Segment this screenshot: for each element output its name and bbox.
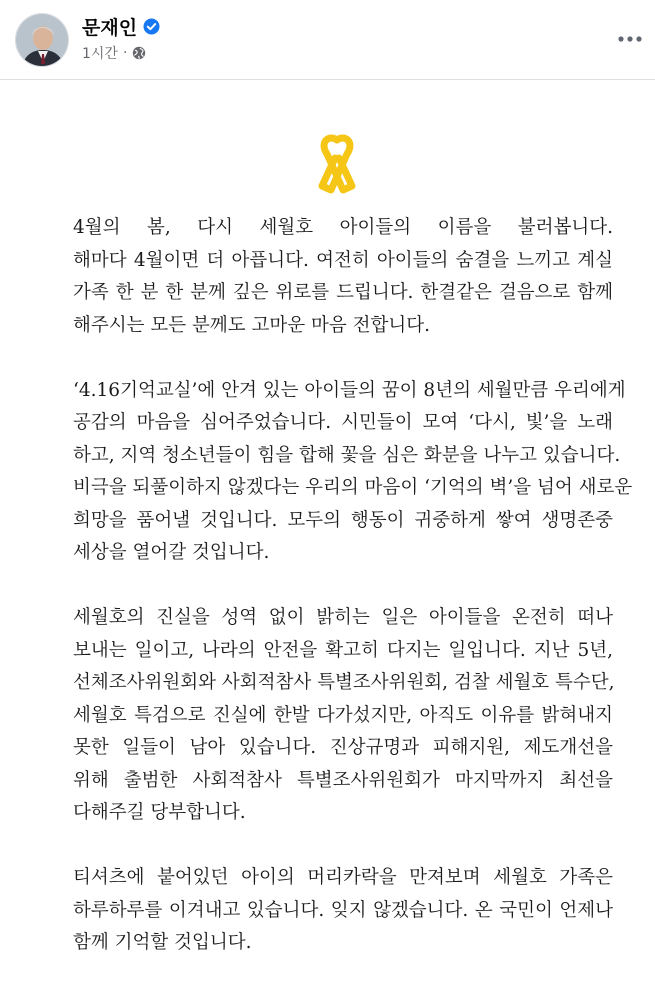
post-timestamp[interactable]: 1시간 [82, 46, 118, 62]
text-line: 못한 일들이 남아 있습니다. 진상규명과 피해지원, 제도개선을 [73, 737, 613, 758]
text-line: 세월호 특검으로 진실에 한발 다가섰지만, 아직도 이유를 밝혀내지 [73, 704, 613, 726]
text-line: 위해 출범한 사회적참사 특별조사위원회가 마지막까지 최선을 [73, 769, 613, 791]
text-line: 하루하루를 이겨내고 있습니다. 잊지 않겠습니다. 온 국민이 언제나 [73, 899, 613, 921]
text-line: 세월호의 진실을 성역 없이 밝히는 일은 아이들을 온전히 떠나 [73, 607, 613, 628]
paragraph [73, 375, 633, 570]
text-line: 가족 한 분 한 분께 깊은 위로를 드립니다. 한결같은 걸음으로 함께 [73, 282, 613, 303]
verified-badge-icon [143, 18, 160, 35]
post-header [0, 0, 655, 80]
text-line: 함께 기억할 것입니다. [73, 932, 252, 953]
text-line: 비극을 되풀이하지 않겠다는 우리의 마음이 ‘기억의 벽’을 넘어 새로운 [73, 477, 633, 498]
post-body [73, 212, 633, 992]
text-line: 선체조사위원회와 사회적참사 특별조사위원회, 검찰 세월호 특수단, [73, 672, 615, 693]
text-line: ‘4.16기억교실’에 안겨 있는 아이들의 꿈이 8년의 세월만큼 우리에게 [73, 379, 626, 401]
text-line: 세상을 열어갈 것입니다. [73, 542, 270, 563]
avatar-portrait [16, 14, 69, 67]
paragraph [73, 862, 613, 960]
text-line: 보내는 일이고, 나라의 안전을 확고히 다지는 일입니다. 지난 5년, [73, 639, 613, 661]
text-line: 공감의 마음을 심어주었습니다. 시민들이 모여 ‘다시, 빛’을 노래 [73, 412, 613, 433]
text-line: 희망을 품어낼 것입니다. 모두의 행동이 귀중하게 쌓여 생명존중 [73, 509, 613, 531]
more-horizontal-icon [618, 36, 642, 42]
text-line: 하고, 지역 청소년들이 힘을 합해 꽃을 심은 화분을 나누고 있습니다. [73, 444, 621, 466]
meta-separator: · [122, 45, 128, 61]
author-avatar[interactable] [15, 13, 69, 67]
more-options-button[interactable] [615, 24, 645, 54]
post-meta [82, 42, 146, 64]
text-line: 해주시는 모든 분께도 고마운 마음 전합니다. [73, 314, 430, 336]
text-line: 4월의 봄, 다시 세월호 아이들의 이름을 불러봅니다. [73, 217, 613, 238]
paragraph [73, 602, 613, 830]
text-line: 티셔츠에 붙어있던 아이의 머리카락을 만져보며 세월호 가족은 [73, 867, 613, 888]
globe-icon[interactable] [132, 46, 146, 60]
paragraph [73, 212, 613, 342]
text-line: 다해주길 당부합니다. [73, 802, 246, 823]
author-name[interactable]: 문재인 [82, 16, 138, 39]
text-line: 해마다 4월이면 더 아픕니다. 여전히 아이들의 숨결을 느끼고 계실 [73, 249, 613, 271]
yellow-ribbon-icon [313, 134, 361, 194]
